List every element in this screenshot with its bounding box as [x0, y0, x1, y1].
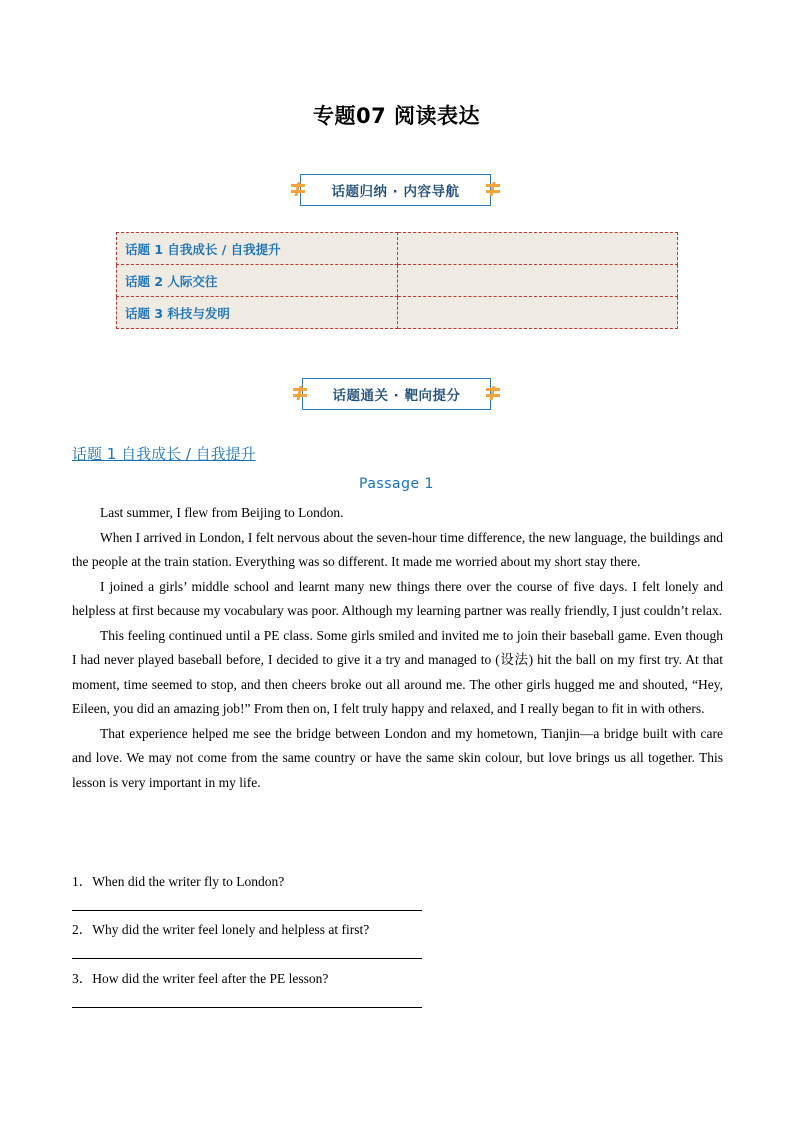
table-row: [117, 233, 678, 265]
nav-topic-cell[interactable]: 话题 3 科技与发明: [117, 297, 398, 329]
question-2: 2．Why did the writer feel lonely and helpless at first?: [72, 922, 370, 937]
paragraph: That experience helped me see the bridge between London and my hometown, Tianjin—a bridge built with care and love. We may not come from the same country or have the same skin colour, but love brings us all together. This lesson is very important in my life.: [72, 725, 723, 790]
topic-heading-link[interactable]: 话题 1 自我成长 / 自我提升: [72, 445, 256, 463]
decoration-icon: [486, 182, 500, 196]
table-row: [117, 265, 678, 297]
content-nav-table: [116, 232, 678, 329]
question-1: 1．When did the writer fly to London?: [72, 874, 285, 889]
practice-banner-label: 话题通关 · 靶向提分: [332, 388, 461, 404]
decoration-icon: [293, 386, 307, 400]
nav-banner: [300, 174, 491, 206]
nav-empty-cell: [398, 233, 678, 265]
nav-topic-cell[interactable]: 话题 2 人际交往: [117, 265, 398, 297]
nav-topic-cell[interactable]: 话题 1 自我成长 / 自我提升: [117, 233, 398, 265]
practice-banner: [302, 378, 491, 410]
paragraph: When I arrived in London, I felt nervous about the seven-hour time difference, the new language, the buildings and the people at the train station. Everything was so different. It made me worried about my short stay there.: [72, 529, 723, 569]
answer-line-1[interactable]: [72, 910, 422, 911]
page-title: 专题07 阅读表达: [312, 104, 481, 128]
answer-line-2[interactable]: [72, 958, 422, 959]
paragraph: Last summer, I flew from Beijing to London.: [100, 505, 344, 520]
paragraph: This feeling continued until a PE class. Some girls smiled and invited me to join their baseball game. Even though I had never played baseball before, I decided to give it a try and managed to (设法) hit the ball on my first try. At that moment, time seemed to stop, and then cheers broke out all around me. The other girls hugged me and shouted, “Hey, Eileen, you did an amazing job!” From then on, I felt truly happy and relaxed, and I really began to fit in with others.: [72, 627, 723, 716]
nav-empty-cell: [398, 297, 678, 329]
decoration-icon: [486, 386, 500, 400]
nav-empty-cell: [398, 265, 678, 297]
passage-title: Passage 1: [359, 476, 434, 492]
answer-line-3[interactable]: [72, 1007, 422, 1008]
nav-banner-label: 话题归纳 · 内容导航: [331, 184, 460, 200]
table-row: [117, 297, 678, 329]
passage-body: [72, 501, 723, 795]
question-3: 3．How did the writer feel after the PE lesson?: [72, 971, 329, 986]
decoration-icon: [291, 182, 305, 196]
paragraph: I joined a girls’ middle school and learnt many new things there over the course of five days. I felt lonely and helpless at first because my vocabulary was poor. Although my learning partner was really friendly, I just couldn’t relax.: [72, 578, 723, 618]
